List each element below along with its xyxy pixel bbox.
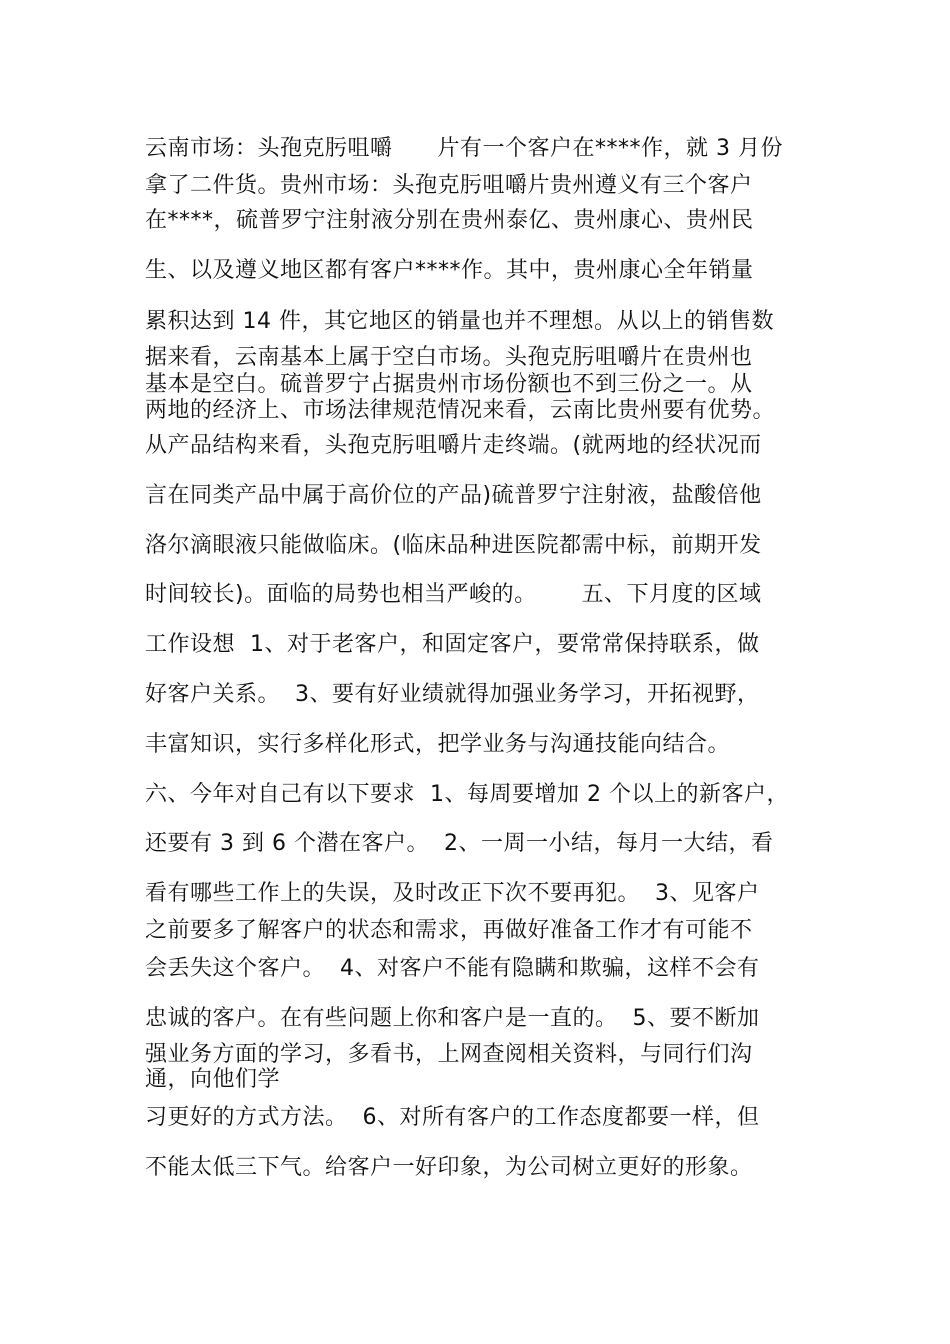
text-line: 忠诚的客户。在有些问题上你和客户是一直的。 5、要不断加 bbox=[145, 1006, 760, 1031]
text-line: 强业务方面的学习，多看书，上网查阅相关资料，与同行们沟 bbox=[145, 1042, 753, 1067]
text-line: 生、以及遵义地区都有客户****作。其中，贵州康心全年销量 bbox=[145, 258, 754, 283]
text-line: 习更好的方式方法。 6、对所有客户的工作态度都要一样，但 bbox=[145, 1105, 760, 1130]
text-line: 云南市场：头孢克肟咀嚼 片有一个客户在****作，就 3 月份 bbox=[145, 136, 783, 161]
text-line: 丰富知识，实行多样化形式，把学业务与沟通技能向结合。 bbox=[145, 732, 731, 757]
text-line: 之前要多了解客户的状态和需求，再做好准备工作才有可能不 bbox=[145, 918, 753, 943]
text-line: 基本是空白。硫普罗宁占据贵州市场份额也不到三份之一。从 bbox=[145, 372, 753, 397]
text-line: 洛尔滴眼液只能做临床。(临床品种进医院都需中标，前期开发 bbox=[145, 533, 762, 558]
text-line: 好客户关系。 3、要有好业绩就得加强业务学习，开拓视野， bbox=[145, 682, 760, 707]
text-line: 时间较长)。面临的局势也相当严峻的。 五、下月度的区域 bbox=[145, 582, 762, 607]
text-line: 言在同类产品中属于高价位的产品)硫普罗宁注射液，盐酸倍他 bbox=[145, 483, 762, 508]
text-line: 从产品结构来看，头孢克肟咀嚼片走终端。(就两地的经状况而 bbox=[145, 433, 762, 458]
text-line: 六、今年对自己有以下要求 1、每周要增加 2 个以上的新客户， bbox=[145, 782, 789, 807]
text-line: 据来看，云南基本上属于空白市场。头孢克肟咀嚼片在贵州也 bbox=[145, 345, 753, 370]
text-line: 不能太低三下气。给客户一好印象，为公司树立更好的形象。 bbox=[145, 1155, 753, 1180]
text-line: 两地的经济上、市场法律规范情况来看，云南比贵州要有优势。 bbox=[145, 398, 776, 423]
text-line: 在****，硫普罗宁注射液分别在贵州泰亿、贵州康心、贵州民 bbox=[145, 208, 754, 233]
text-line: 会丢失这个客户。 4、对客户不能有隐瞒和欺骗，这样不会有 bbox=[145, 956, 760, 981]
text-line: 累积达到 14 件，其它地区的销量也并不理想。从以上的销售数 bbox=[145, 309, 774, 334]
text-line: 通，向他们学 bbox=[145, 1067, 281, 1092]
text-line: 工作设想 1、对于老客户，和固定客户，要常常保持联系，做 bbox=[145, 632, 760, 657]
text-line: 还要有 3 到 6 个潜在客户。 2、一周一小结，每月一大结，看 bbox=[145, 831, 774, 856]
text-line: 看有哪些工作上的失误，及时改正下次不要再犯。 3、见客户 bbox=[145, 881, 760, 906]
text-line: 拿了二件货。贵州市场：头孢克肟咀嚼片贵州遵义有三个客户 bbox=[145, 173, 753, 198]
